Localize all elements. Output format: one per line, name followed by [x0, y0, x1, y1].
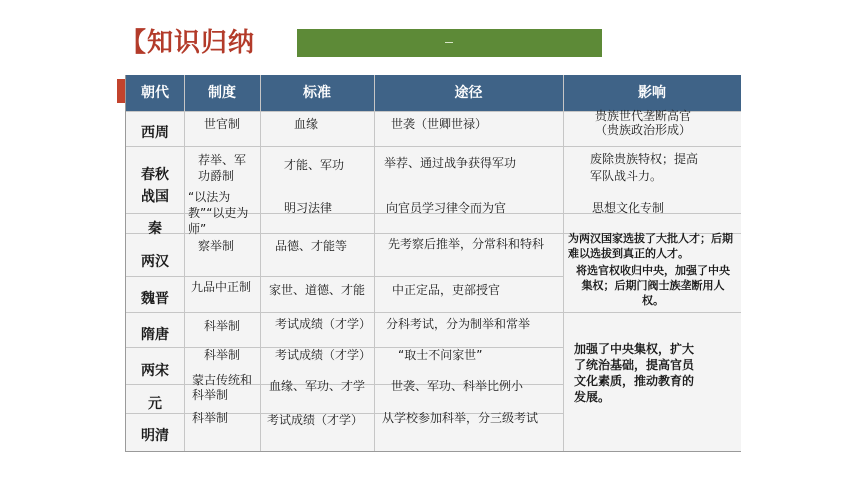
dynasty-cell: 两宋: [141, 363, 169, 379]
row-divider: [126, 276, 563, 277]
system-cell: 科举制: [192, 411, 229, 425]
header-standard: 标准: [303, 85, 331, 101]
dynasty-cell: 春秋战国: [141, 167, 169, 205]
route-cell: 从学校参加科举，分三级考试: [382, 411, 539, 425]
green-banner: [297, 29, 602, 57]
standard-cell: 考试成绩（才学）: [267, 413, 364, 427]
impact-cell: 贵族世代垄断高官（贵族政治形成）: [594, 109, 691, 137]
column-divider: [374, 75, 375, 451]
route-cell: 分科考试，分为制举和常举: [386, 317, 531, 331]
route-cell: 向官员学习律令而为官: [386, 201, 507, 215]
impact-cell: 废除贵族特权；提高军队战斗力。: [590, 152, 699, 183]
standard-cell: 血缘: [294, 117, 319, 131]
section-title: 【知识归纳: [120, 28, 256, 58]
route-cell: 世袭、军功、科举比例小: [391, 379, 524, 393]
standard-cell: 血缘、军功、才学: [269, 379, 366, 393]
column-divider: [260, 75, 261, 451]
impact-cell: 将选官权收归中央，加强了中央集权；后期门阀士族垄断用人权。: [576, 264, 730, 307]
route-cell: 中正定品，吏部授官: [392, 283, 501, 297]
system-cell: 荐举、军功爵制: [198, 153, 247, 183]
column-divider: [563, 75, 564, 451]
header-impact: 影响: [638, 85, 666, 101]
system-cell: 九品中正制: [191, 280, 252, 294]
system-cell: 蒙古传统和科举制: [192, 373, 253, 402]
route-cell: 举荐、通过战争获得军功: [384, 156, 517, 170]
dynasty-cell: 元: [148, 396, 162, 412]
impact-cell: 为两汉国家选拔了大批人才；后期难以选拔到真正的人才。: [568, 232, 733, 260]
system-cell: 世官制: [204, 117, 241, 131]
column-divider: [184, 75, 185, 451]
standard-cell: 考试成绩（才学）: [275, 348, 372, 362]
system-cell: “以法为教”“以吏为师”: [188, 190, 249, 236]
header-system: 制度: [208, 85, 236, 101]
merged-impact-cell: 加强了中央集权，扩大了统治基础，提高官员文化素质，推动教育的发展。: [574, 342, 695, 404]
standard-cell: 品德、才能等: [275, 239, 348, 253]
header-dynasty: 朝代: [141, 85, 169, 101]
dynasty-cell: 明清: [141, 428, 169, 444]
standard-cell: 才能、军功: [284, 158, 345, 172]
dynasty-cell: 魏晋: [141, 291, 169, 307]
route-cell: 世袭（世卿世禄）: [391, 117, 488, 131]
system-cell: 科举制: [204, 319, 241, 333]
system-cell: 察举制: [198, 239, 235, 253]
route-cell: “取士不问家世”: [398, 348, 483, 362]
impact-cell: 思想文化专制: [592, 201, 665, 215]
exam-system-table: [125, 75, 741, 452]
system-cell: 科举制: [204, 348, 241, 362]
header-route: 途径: [454, 85, 483, 101]
standard-cell: 家世、道德、才能: [269, 283, 366, 297]
table-header: [126, 75, 741, 111]
row-divider: [126, 146, 741, 147]
dynasty-cell: 两汉: [141, 254, 169, 270]
row-divider: [126, 312, 741, 313]
dynasty-cell: 隋唐: [141, 327, 169, 343]
standard-cell: 明习法律: [284, 201, 333, 215]
standard-cell: 考试成绩（才学）: [275, 317, 372, 331]
route-cell: 先考察后推举，分常科和特科: [388, 237, 545, 251]
dynasty-cell: 秦: [148, 221, 162, 237]
dynasty-cell: 西周: [141, 125, 169, 141]
banner-dash: [445, 42, 453, 43]
